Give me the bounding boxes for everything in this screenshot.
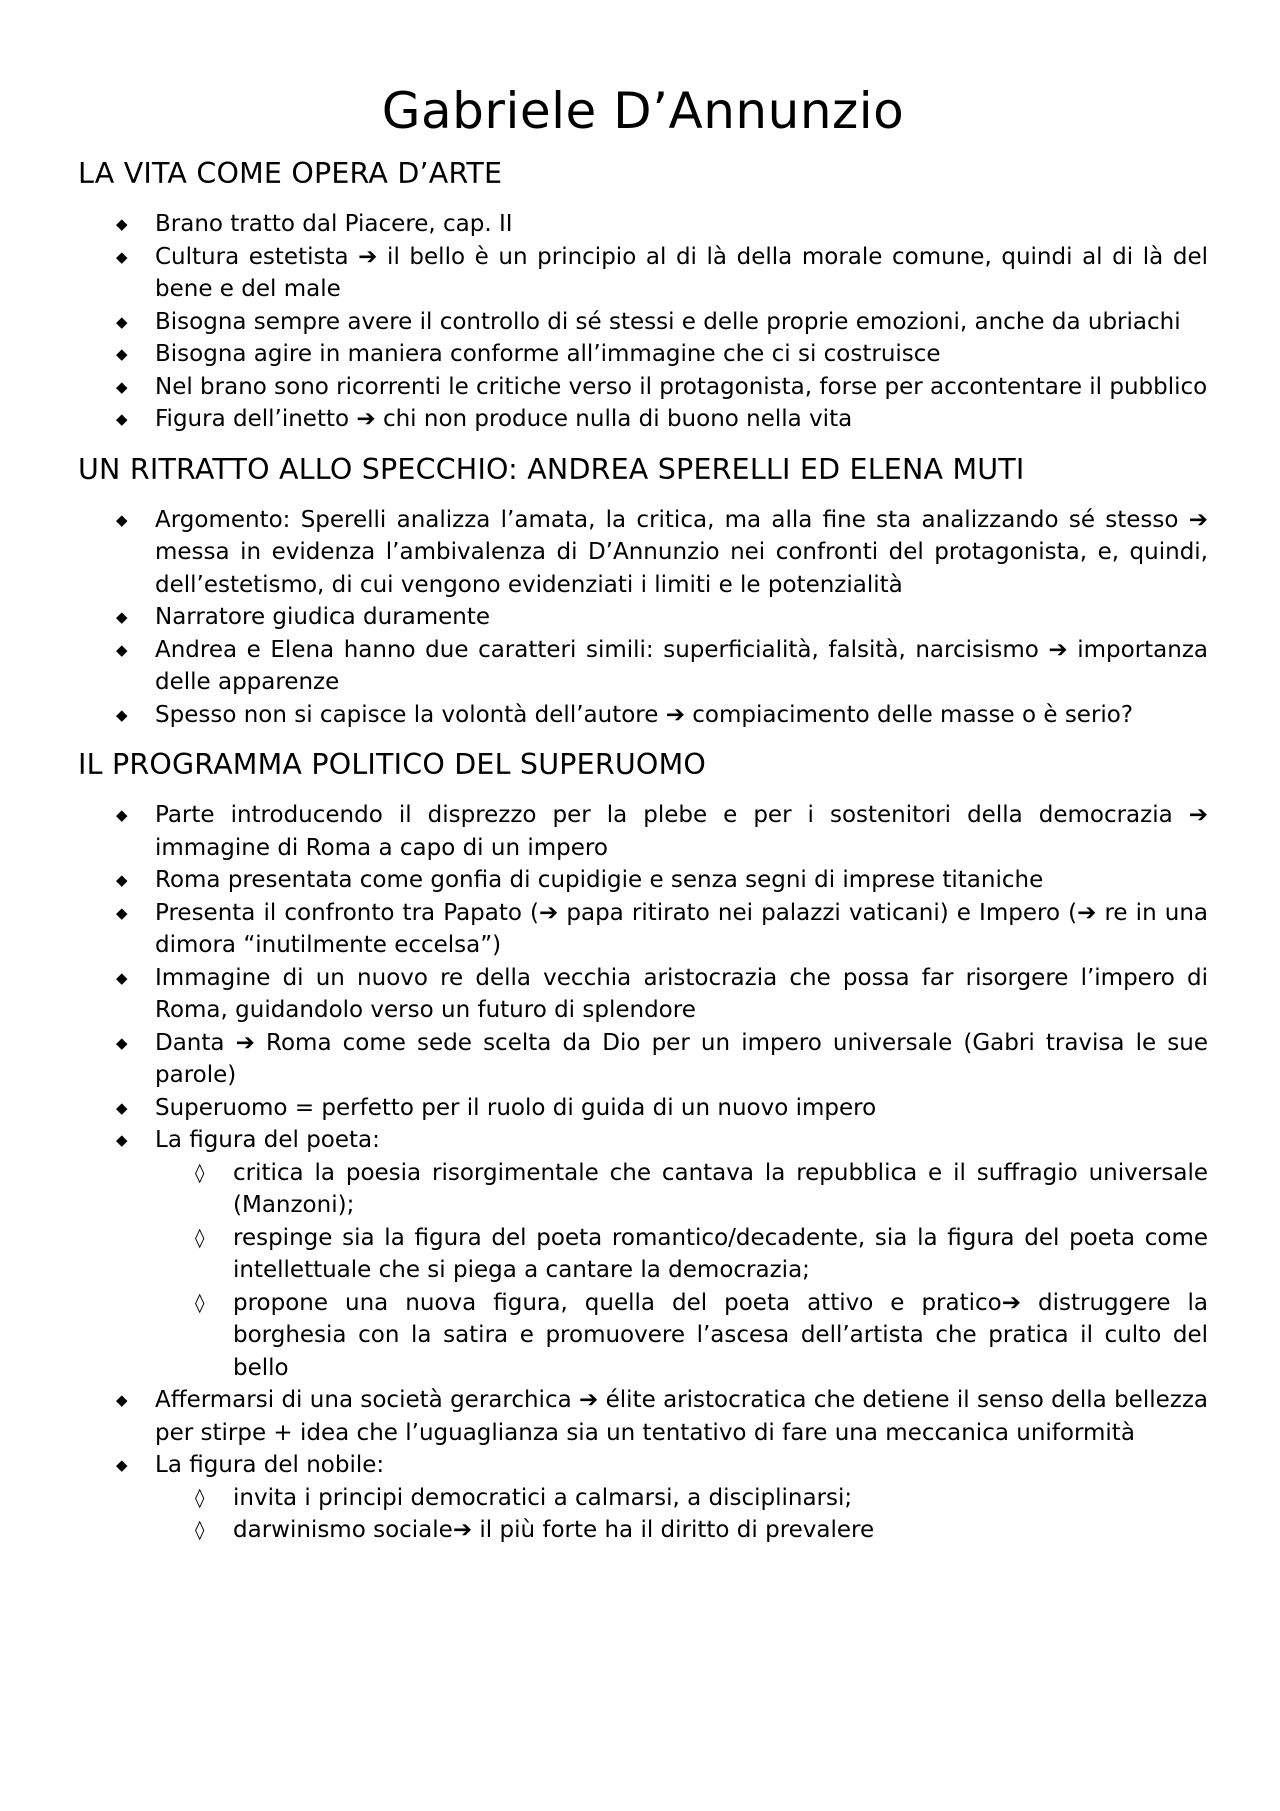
diamond-bullet-icon: ◆ — [116, 1098, 128, 1117]
diamond-bullet-icon: ◆ — [116, 871, 128, 889]
list-item — [78, 634, 1208, 699]
sub-list — [78, 1157, 1208, 1385]
list-item — [78, 1384, 1208, 1449]
sections-container — [78, 154, 1208, 1547]
lozenge-bullet-icon: ◊ — [195, 1161, 205, 1184]
list-item-text: Cultura estetista ➔ il bello è un principio al di là della morale comune, quindi al di là del bene e del male — [155, 243, 1208, 302]
list-item-text: Danta ➔ Roma come sede scelta da Dio per un impero universale (Gabri travisa le sue parole) — [155, 1029, 1208, 1088]
diamond-bullet-icon: ◆ — [116, 215, 128, 233]
diamond-bullet-icon: ◆ — [116, 903, 128, 922]
section-heading: LA VITA COME OPERA D’ARTE — [78, 157, 503, 190]
list-item-text: Brano tratto dal Piacere, cap. II — [155, 211, 513, 237]
section — [78, 450, 1208, 732]
list-item — [78, 601, 1208, 634]
list-item-text: Nel brano sono ricorrenti le critiche verso il protagonista, forse per accontentare il pubblico — [155, 373, 1208, 400]
list-item-text: La figura del poeta: — [155, 1127, 380, 1153]
list-item-text: Parte introducendo il disprezzo per la plebe e per i sostenitori della democrazia ➔ immagine di Roma a capo di un impero — [155, 802, 1208, 861]
list-item — [78, 1092, 1208, 1125]
sub-list-item — [78, 1157, 1208, 1222]
page-title: Gabriele D’Annunzio — [381, 82, 905, 140]
diamond-bullet-icon: ◆ — [116, 608, 128, 626]
list-item — [78, 371, 1208, 404]
list-item — [78, 962, 1208, 1027]
list-item — [78, 306, 1208, 339]
lozenge-bullet-icon: ◊ — [195, 1486, 205, 1509]
list-item-text: Narratore giudica duramente — [155, 604, 491, 630]
diamond-bullet-icon: ◆ — [116, 510, 128, 529]
list-item — [78, 1027, 1208, 1092]
list-item-text: Immagine di un nuovo re della vecchia aristocrazia che possa far risorgere l’impero di Roma, guidandolo verso un futuro di splendore — [155, 964, 1208, 1023]
list-item-text: Roma presentata come gonfia di cupidigie e senza segni di imprese titaniche — [155, 867, 1044, 893]
list-item-text: Figura dell’inetto ➔ chi non produce nulla di buono nella vita — [155, 406, 853, 432]
sub-list-item-text: invita i principi democratici a calmarsi, a disciplinarsi; — [233, 1484, 853, 1511]
sub-list-item-text: critica la poesia risorgimentale che cantava la repubblica e il suffragio universale (Manzoni); — [233, 1159, 1208, 1218]
list-item — [78, 799, 1208, 864]
diamond-bullet-icon: ◆ — [116, 312, 128, 331]
list-item — [78, 504, 1208, 602]
list-item — [78, 403, 1208, 436]
list-item — [78, 1124, 1208, 1157]
sub-list-item — [78, 1514, 1208, 1547]
diamond-bullet-icon: ◆ — [116, 1391, 128, 1409]
lozenge-bullet-icon: ◊ — [195, 1226, 205, 1249]
diamond-bullet-icon: ◆ — [116, 377, 128, 396]
diamond-bullet-icon: ◆ — [116, 705, 128, 724]
list-item-text: Argomento: Sperelli analizza l’amata, la critica, ma alla fine sta analizzando sé stesso ➔ messa in evidenza l’ambivalenza di D’Annunzio nei confronti del protagonista, e, quindi, dell’estetismo, di cui vengono evidenziati i limiti e le potenzialità — [155, 506, 1208, 598]
sub-list-item — [78, 1482, 1208, 1515]
diamond-bullet-icon: ◆ — [116, 640, 128, 659]
diamond-bullet-icon: ◆ — [116, 247, 128, 266]
sub-list-item-text: darwinismo sociale➔ il più forte ha il diritto di prevalere — [233, 1517, 875, 1543]
diamond-bullet-icon: ◆ — [116, 1033, 128, 1052]
section-heading: IL PROGRAMMA POLITICO DEL SUPERUOMO — [78, 748, 706, 781]
list-item-text: Spesso non si capisce la volontà dell’autore ➔ compiacimento delle masse o è serio? — [155, 701, 1134, 728]
list-item-text: Andrea e Elena hanno due caratteri simili: superficialità, falsità, narcisismo ➔ importanza delle apparenze — [155, 636, 1208, 695]
list-item — [78, 338, 1208, 371]
list-item-text: Affermarsi di una società gerarchica ➔ élite aristocratica che detiene il senso della bellezza per stirpe + idea che l’uguaglianza sia un tentativo di fare una meccanica uniformità — [155, 1387, 1208, 1446]
list-item — [78, 864, 1208, 897]
diamond-bullet-icon: ◆ — [116, 968, 128, 987]
bullet-list — [78, 504, 1208, 732]
section-heading: UN RITRATTO ALLO SPECCHIO: ANDREA SPERELLI ED ELENA MUTI — [78, 452, 1025, 486]
diamond-bullet-icon: ◆ — [116, 806, 128, 824]
list-item-text: Presenta il confronto tra Papato (➔ papa ritirato nei palazzi vaticani) e Impero (➔ re in una dimora “inutilmente eccelsa”) — [155, 899, 1208, 958]
list-item — [78, 208, 1208, 241]
diamond-bullet-icon: ◆ — [116, 345, 128, 363]
document-page — [78, 78, 1208, 1561]
sub-list-item — [78, 1287, 1208, 1385]
list-item — [78, 241, 1208, 306]
list-item-text: La figura del nobile: — [155, 1452, 385, 1478]
lozenge-bullet-icon: ◊ — [195, 1519, 205, 1541]
list-item — [78, 897, 1208, 962]
list-item-text: Bisogna sempre avere il controllo di sé stessi e delle proprie emozioni, anche da ubriachi — [155, 308, 1181, 335]
section — [78, 154, 1208, 436]
bullet-list — [78, 208, 1208, 436]
sub-list-item-text: respinge sia la figura del poeta romantico/decadente, sia la figura del poeta come intellettuale che si piega a cantare la democrazia; — [233, 1224, 1208, 1283]
bullet-list — [78, 799, 1208, 1547]
diamond-bullet-icon: ◆ — [116, 1131, 128, 1149]
list-item-text: Bisogna agire in maniera conforme all’immagine che ci si costruisce — [155, 341, 941, 367]
section — [78, 745, 1208, 1547]
sub-list-item — [78, 1222, 1208, 1287]
sub-list — [78, 1482, 1208, 1547]
list-item — [78, 699, 1208, 732]
sub-list-item-text: propone una nuova figura, quella del poeta attivo e pratico➔ distruggere la borghesia con la satira e promuovere l’ascesa dell’artista che pratica il culto del bello — [233, 1289, 1208, 1381]
list-item-text: Superuomo = perfetto per il ruolo di guida di un nuovo impero — [155, 1094, 877, 1121]
diamond-bullet-icon: ◆ — [116, 1456, 128, 1474]
list-item — [78, 1449, 1208, 1482]
lozenge-bullet-icon: ◊ — [195, 1291, 205, 1314]
diamond-bullet-icon: ◆ — [116, 410, 128, 428]
